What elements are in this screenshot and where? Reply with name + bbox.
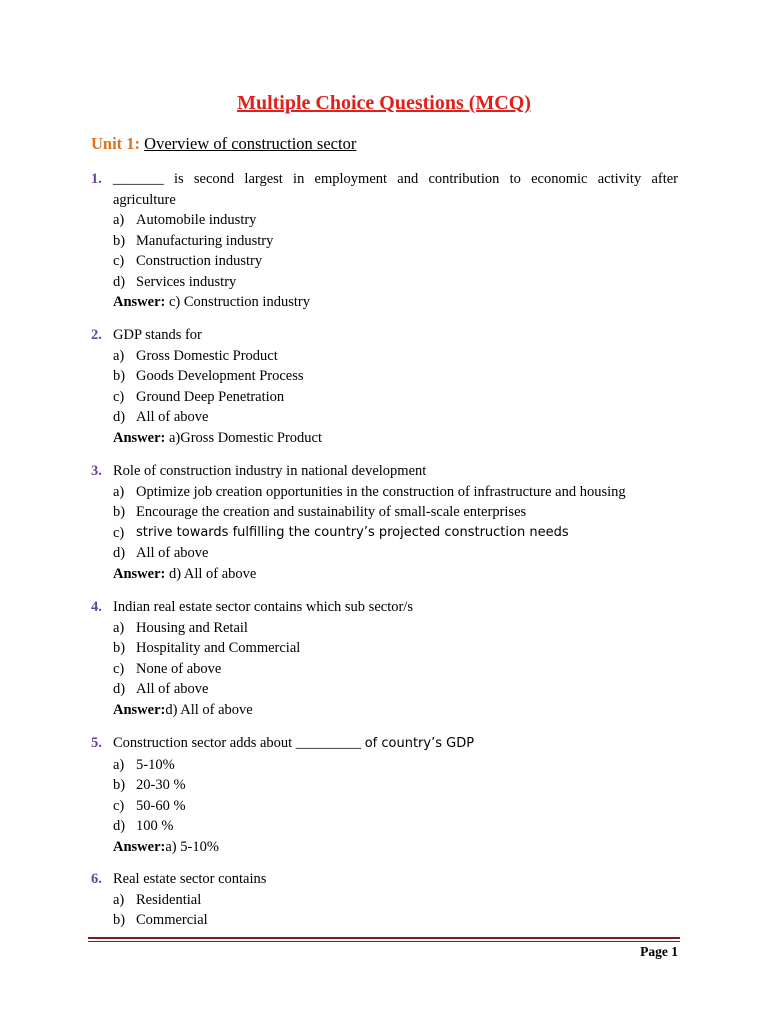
answer: Answer:d) All of above <box>113 701 253 718</box>
option: c) None of above <box>113 660 222 677</box>
option: d) All of above <box>113 681 209 697</box>
option: b) 20-30 % <box>113 777 186 793</box>
page-number: Page 1 <box>640 944 678 959</box>
option: d) Services industry <box>113 273 237 290</box>
question-1 <box>91 169 678 313</box>
unit-label: Unit 1: <box>91 134 141 153</box>
question-6 <box>91 869 678 931</box>
question-number: 6. <box>91 871 102 887</box>
question-5 <box>91 733 678 857</box>
question-text: GDP stands for <box>113 327 202 343</box>
option: a) Optimize job creation opportunities in the construction of infrastructure and housing <box>113 483 626 500</box>
option: a) Gross Domestic Product <box>113 347 278 364</box>
option: a) Housing and Retail <box>113 619 248 636</box>
question-2 <box>91 325 678 448</box>
option: a) Automobile industry <box>113 212 257 228</box>
question-number: 1. <box>91 171 102 187</box>
question-number: 5. <box>91 735 102 751</box>
question-4 <box>91 597 678 720</box>
question-text: Indian real estate sector contains which sub sector/s <box>113 599 413 615</box>
option: c) 50-60 % <box>113 797 186 814</box>
question-text: _______ is second largest in employment and contribution to economic activity after <box>113 171 678 187</box>
option: d) All of above <box>113 545 209 561</box>
option: c) Ground Deep Penetration <box>113 388 285 405</box>
option: b) Hospitality and Commercial <box>113 640 301 656</box>
option: a) Residential <box>113 891 202 908</box>
footer-rule-thick <box>88 937 680 939</box>
document-title: Multiple Choice Questions (MCQ) <box>237 92 531 114</box>
option: c) Construction industry <box>113 253 263 269</box>
option: d) All of above <box>113 409 209 425</box>
unit-heading <box>91 134 356 154</box>
option: b) Encourage the creation and sustainability of small-scale enterprises <box>113 504 527 520</box>
option: a) 5-10% <box>113 756 175 773</box>
option: c) strive towards fulfilling the country’s projected construction needs <box>113 524 569 541</box>
option: d) 100 % <box>113 818 174 834</box>
question-text: Role of construction industry in national development <box>113 463 427 479</box>
answer: Answer: a)Gross Domestic Product <box>113 429 323 446</box>
option: b) Commercial <box>113 912 208 928</box>
question-text: Real estate sector contains <box>113 871 267 887</box>
footer-rule-thin <box>88 941 680 942</box>
question-3 <box>91 461 678 584</box>
question-text-continued: agriculture <box>113 191 176 208</box>
option: b) Manufacturing industry <box>113 232 274 249</box>
answer: Answer: d) All of above <box>113 565 257 582</box>
question-number: 2. <box>91 327 102 343</box>
question-text: Construction sector adds about _________ of country’s GDP <box>113 735 475 751</box>
question-number: 4. <box>91 599 102 615</box>
unit-title: Overview of construction sector <box>144 134 357 153</box>
question-number: 3. <box>91 463 102 479</box>
answer: Answer: c) Construction industry <box>113 294 310 310</box>
answer: Answer:a) 5-10% <box>113 838 219 855</box>
option: b) Goods Development Process <box>113 368 304 384</box>
